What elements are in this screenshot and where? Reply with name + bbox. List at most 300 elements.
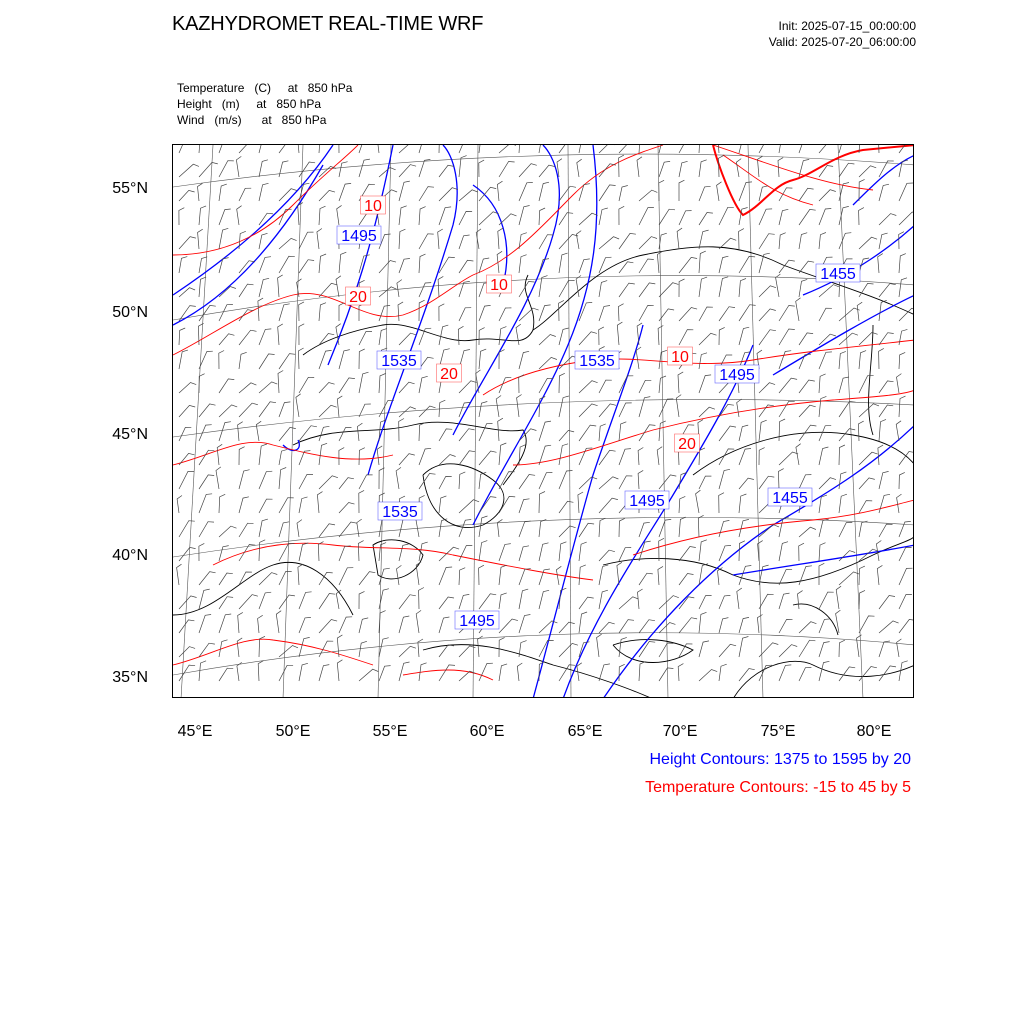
wind-barb	[559, 186, 576, 201]
wind-barb	[299, 302, 304, 321]
wind-barb	[699, 596, 712, 610]
wind-barb	[439, 567, 452, 585]
wind-barb	[757, 615, 762, 634]
wind-barb	[459, 235, 470, 249]
wind-barb	[539, 421, 551, 441]
wind-barb	[819, 619, 830, 633]
wind-barb	[298, 348, 303, 369]
height-contour-label: 1535	[579, 353, 615, 370]
wind-barb	[619, 449, 631, 465]
wind-barb	[859, 549, 878, 561]
field-wind: Wind (m/s) at 850 hPa	[177, 113, 327, 127]
wind-barb	[799, 209, 816, 225]
wind-barb	[259, 402, 276, 417]
wind-barb	[539, 621, 557, 633]
wind-barb	[698, 515, 703, 537]
wind-barb	[539, 590, 549, 609]
wind-barb	[459, 451, 475, 465]
wind-barb	[899, 452, 914, 466]
wind-barb	[699, 251, 706, 273]
wind-barb	[497, 519, 502, 537]
height-contour-label: 1535	[382, 504, 418, 521]
wind-barb	[419, 159, 430, 177]
wind-barb	[739, 182, 752, 201]
wind-barb	[419, 283, 431, 297]
wind-barb	[179, 620, 194, 633]
wind-barb	[496, 396, 501, 418]
wind-barb	[399, 229, 405, 249]
wind-barb	[179, 405, 195, 417]
wind-barb	[339, 617, 352, 633]
wind-barb	[259, 471, 272, 489]
wind-barb	[699, 612, 707, 633]
wind-barb	[199, 494, 212, 513]
wind-barb	[599, 477, 618, 489]
wind-barb	[759, 665, 772, 681]
wind-barb	[297, 520, 302, 537]
wind-barb	[579, 542, 587, 561]
wind-barb	[839, 640, 845, 657]
wind-barb	[337, 205, 342, 225]
wind-barb	[639, 208, 654, 225]
wind-barb	[799, 622, 816, 633]
wind-barb	[657, 447, 662, 465]
wind-barb	[759, 594, 774, 609]
wind-barb	[199, 661, 206, 681]
wind-barb	[499, 565, 507, 585]
wind-barb	[719, 256, 728, 273]
wind-barb	[779, 351, 791, 369]
wind-barb	[639, 306, 654, 322]
wind-barb	[739, 541, 745, 561]
wind-barb	[439, 429, 452, 441]
wind-barb	[819, 233, 826, 250]
wind-barb	[279, 427, 296, 441]
wind-barb	[498, 418, 503, 441]
wind-barb	[519, 351, 529, 369]
wind-barb	[299, 637, 310, 657]
wind-barb	[319, 383, 335, 394]
wind-barb	[779, 452, 798, 465]
wind-barb	[559, 213, 573, 225]
wind-barb	[279, 572, 292, 586]
wind-barb	[579, 448, 592, 465]
wind-barb	[359, 349, 365, 369]
wind-barb	[359, 303, 364, 321]
wind-barb	[599, 450, 616, 465]
wind-barb	[259, 183, 269, 201]
wind-barb	[219, 334, 234, 345]
wind-barb	[897, 374, 902, 393]
wind-barb	[739, 449, 751, 466]
wind-barb	[599, 565, 608, 585]
coastlines-borders	[173, 247, 914, 698]
wind-barb	[836, 586, 841, 609]
wind-barb	[259, 519, 268, 537]
wind-barb	[299, 497, 308, 513]
wind-barb	[499, 308, 511, 321]
wind-barb	[399, 595, 416, 609]
wind-barb	[556, 566, 561, 585]
height-contour-label: 1455	[772, 490, 808, 507]
wind-barb	[499, 593, 507, 609]
wind-barb	[879, 233, 888, 249]
wind-barb	[619, 233, 636, 249]
wind-barb	[819, 308, 832, 321]
wind-barb	[539, 519, 546, 537]
wind-barb	[779, 329, 795, 345]
height-contour-label: 1495	[341, 228, 377, 245]
wind-barb	[519, 546, 529, 561]
wind-barb	[859, 351, 866, 369]
wind-barb	[579, 597, 594, 609]
wind-barb	[179, 521, 195, 537]
wind-barb	[539, 357, 557, 369]
wind-barb	[399, 616, 409, 633]
wind-barb	[459, 500, 479, 513]
wind-barb	[319, 524, 335, 537]
wind-barb	[199, 404, 216, 417]
wind-barb	[559, 444, 568, 465]
wind-barb	[239, 523, 254, 537]
wind-barb	[599, 281, 607, 297]
lon-label-45: 45°E	[177, 723, 213, 740]
wind-barb	[299, 474, 313, 489]
wind-barb	[759, 448, 765, 465]
wind-barb	[259, 278, 269, 297]
wind-barb	[759, 145, 774, 153]
wind-barb	[359, 372, 369, 393]
wind-barb	[839, 377, 849, 393]
wind-barb	[719, 618, 728, 633]
wind-barb	[696, 490, 701, 513]
wind-barb	[479, 663, 493, 681]
wind-barb	[258, 615, 263, 633]
wind-barb	[399, 454, 415, 465]
wind-barb	[219, 258, 229, 273]
wind-barb	[479, 305, 491, 321]
wind-barb	[739, 617, 749, 633]
wind-barb	[779, 145, 788, 153]
wind-barb	[739, 327, 749, 345]
wind-barb	[239, 470, 250, 489]
wind-barb	[899, 329, 907, 345]
wind-barb	[559, 622, 575, 633]
wind-barb	[359, 332, 372, 346]
wind-barb	[179, 350, 188, 369]
wind-barb	[539, 182, 549, 201]
wind-barb	[419, 234, 434, 249]
wind-barb	[239, 284, 254, 297]
wind-barb	[659, 399, 673, 417]
wind-barb	[339, 162, 348, 177]
wind-barb	[659, 421, 666, 441]
wind-barb	[899, 396, 906, 417]
wind-barb	[678, 372, 683, 393]
lon-label-75: 75°E	[760, 723, 796, 740]
wind-barb	[658, 566, 663, 585]
wind-barb	[798, 591, 803, 609]
wind-barb	[899, 352, 905, 369]
wind-barb	[576, 276, 581, 298]
wind-barb	[459, 260, 473, 273]
wind-barb	[779, 401, 795, 417]
wind-barb	[379, 329, 387, 345]
valid-time: Valid: 2025-07-20_06:00:00	[768, 35, 916, 49]
wind-barb	[899, 254, 906, 273]
wind-barb	[199, 206, 206, 225]
wind-barb	[796, 298, 801, 321]
wind-barb	[198, 183, 203, 201]
wind-barb	[799, 543, 804, 561]
wind-barb	[519, 164, 537, 177]
wind-barb	[699, 375, 711, 393]
wind-barb	[579, 184, 590, 201]
wind-barb	[359, 572, 375, 585]
wind-barb	[619, 403, 632, 417]
wind-barb	[618, 304, 623, 321]
wind-barb	[819, 396, 826, 417]
wind-barb	[416, 610, 421, 633]
wind-barb	[479, 541, 487, 561]
wind-barb	[438, 276, 443, 297]
wind-barb	[679, 279, 685, 297]
lat-label-55: 55°N	[112, 180, 148, 197]
wind-barb	[278, 324, 283, 345]
wind-barb	[439, 207, 451, 225]
wind-barb	[179, 665, 195, 681]
wind-barb	[336, 276, 341, 297]
wind-barb	[399, 544, 409, 561]
wind-barb	[819, 592, 834, 609]
wind-barb	[279, 256, 295, 273]
wind-barb	[739, 256, 755, 273]
wind-barb	[819, 352, 832, 369]
wind-barb	[599, 327, 604, 345]
lon-label-55: 55°E	[372, 723, 408, 740]
wind-barb	[859, 208, 864, 225]
wind-barb	[479, 594, 496, 609]
wind-barb	[499, 664, 507, 681]
wind-barb	[579, 523, 594, 537]
wind-barb	[619, 155, 624, 177]
wind-barb	[659, 643, 673, 657]
wind-barb	[839, 523, 852, 537]
wind-barb	[819, 478, 836, 489]
wind-barb	[659, 209, 675, 225]
wind-barb	[219, 668, 233, 681]
wind-barb	[479, 516, 488, 537]
wind-barb	[276, 611, 281, 633]
wind-barb	[479, 423, 493, 441]
wind-barb	[279, 304, 290, 321]
wind-barb	[337, 660, 342, 681]
wind-barb	[299, 592, 312, 609]
wind-barb	[719, 469, 730, 489]
wind-barb	[739, 305, 756, 321]
wind-barb	[458, 326, 463, 345]
wind-barb	[317, 229, 322, 250]
wind-barb	[659, 283, 678, 297]
lat-label-45: 45°N	[112, 426, 148, 443]
wind-barb	[199, 145, 206, 153]
wind-barb	[219, 614, 231, 633]
wind-barb	[499, 544, 511, 561]
wind-barb	[577, 159, 582, 177]
wind-barb	[419, 145, 429, 153]
wind-barb	[519, 375, 524, 393]
wind-barb	[499, 443, 506, 465]
wind-barb	[516, 324, 521, 345]
wind-barb	[679, 308, 697, 322]
wind-barb	[419, 207, 426, 225]
wind-barb	[839, 233, 851, 249]
wind-barb	[739, 229, 744, 249]
wind-barb	[219, 573, 233, 585]
wind-barb	[599, 622, 615, 633]
wind-barb	[399, 145, 419, 153]
wind-barb	[678, 664, 683, 681]
wind-barb	[539, 335, 556, 346]
wind-barb	[879, 348, 884, 369]
wind-barb	[198, 229, 203, 249]
wind-barb	[579, 565, 586, 585]
wind-barb	[299, 232, 314, 249]
wind-barb	[279, 498, 294, 513]
wind-barb	[239, 330, 257, 345]
wind-barb	[739, 669, 755, 682]
wind-barb	[439, 519, 447, 537]
wind-barb	[279, 161, 288, 177]
wind-barb	[639, 573, 653, 585]
field-height: Height (m) at 850 hPa	[177, 97, 322, 111]
wind-barb	[719, 493, 724, 513]
wind-barb	[799, 527, 816, 537]
wind-barb	[819, 145, 836, 153]
wind-barb	[796, 444, 801, 465]
wind-barb	[459, 402, 470, 417]
height-contour-note: Height Contours: 1375 to 1595 by 20	[649, 751, 911, 768]
wind-barb	[859, 166, 876, 177]
wind-barb	[719, 644, 736, 657]
wind-barb	[219, 351, 224, 370]
wind-barb	[259, 382, 277, 393]
wind-barb	[239, 403, 258, 417]
wind-barb	[899, 232, 904, 249]
wind-barb	[319, 476, 338, 489]
wind-barb	[359, 591, 365, 609]
lon-label-60: 60°E	[469, 723, 505, 740]
wind-barb	[679, 180, 684, 201]
wind-barb	[179, 427, 191, 441]
wind-barb	[296, 394, 301, 417]
wind-barb	[659, 350, 667, 369]
wind-barb	[539, 472, 552, 489]
wind-barb	[339, 546, 351, 561]
wind-barb	[399, 646, 416, 657]
wind-barb	[177, 564, 182, 585]
wind-barb	[237, 662, 242, 681]
wind-barb	[599, 550, 615, 561]
wind-barb	[899, 308, 914, 321]
wind-barb	[879, 524, 893, 537]
wind-barb	[299, 183, 309, 201]
wind-barb	[579, 477, 597, 489]
wind-barb	[879, 184, 889, 201]
wind-barb	[659, 145, 669, 153]
wind-barb	[459, 145, 471, 153]
wind-barb	[259, 592, 271, 609]
wind-barb	[839, 206, 849, 225]
map-title: KAZHYDROMET REAL-TIME WRF	[172, 13, 484, 35]
wind-barb	[859, 332, 878, 345]
wind-barb	[819, 374, 826, 393]
wind-barb	[779, 233, 786, 249]
wind-barb	[839, 572, 859, 585]
wind-barb	[299, 663, 308, 681]
wind-barb	[439, 665, 455, 681]
wind-barb	[237, 206, 242, 225]
wind-barb	[379, 543, 386, 561]
wind-barb	[459, 646, 475, 657]
lat-label-40: 40°N	[112, 547, 148, 564]
wind-barb	[599, 164, 616, 177]
wind-barb	[359, 145, 371, 153]
wind-barb	[259, 540, 265, 561]
wind-barb	[617, 322, 622, 345]
wind-barb	[498, 228, 503, 249]
wind-barb	[799, 145, 811, 153]
wind-barb	[357, 519, 362, 537]
wind-barb	[819, 425, 831, 441]
wind-barb	[879, 596, 895, 610]
wind-barb	[779, 306, 795, 322]
wind-barb	[359, 448, 365, 465]
wind-barb	[476, 370, 481, 393]
wind-barb	[319, 145, 326, 153]
wind-barb	[699, 476, 711, 489]
wind-barb	[299, 260, 314, 273]
wind-barb	[879, 405, 893, 417]
wind-barb	[819, 642, 830, 657]
wind-barb	[377, 446, 382, 465]
wind-barb	[279, 238, 297, 249]
wind-barb	[219, 161, 234, 177]
wind-barb	[258, 661, 263, 681]
wind-barb	[619, 476, 632, 489]
wind-barb	[179, 190, 195, 201]
wind-barb	[779, 378, 797, 393]
wind-barb	[799, 233, 807, 249]
wind-barb	[579, 381, 598, 393]
wind-barb	[619, 518, 625, 537]
wind-barb	[478, 636, 483, 657]
wind-barb	[279, 145, 294, 153]
wind-barb	[799, 405, 816, 417]
wind-barb	[719, 327, 725, 345]
wind-barb	[459, 568, 465, 585]
wind-barb	[179, 383, 196, 394]
map-panel	[172, 144, 914, 698]
wind-barb	[177, 496, 182, 514]
wind-barb	[479, 497, 496, 513]
wind-barb	[279, 665, 293, 681]
height-contours	[173, 145, 914, 698]
lon-label-65: 65°E	[567, 723, 603, 740]
wind-barb	[517, 395, 522, 418]
temperature-contour-label: 10	[490, 277, 508, 294]
wind-barb	[339, 478, 354, 489]
